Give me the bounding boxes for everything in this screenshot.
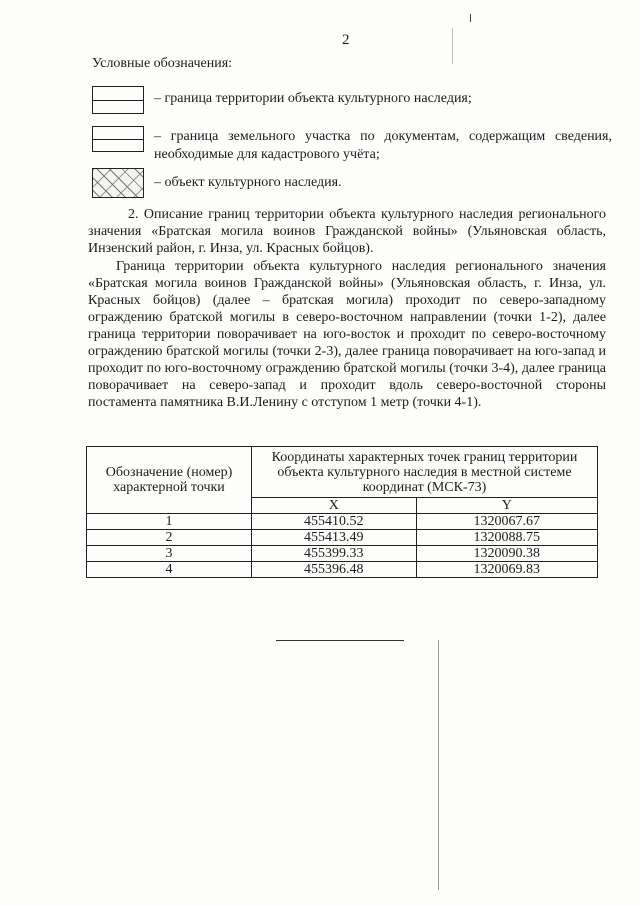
scan-mark xyxy=(470,14,471,22)
table-row xyxy=(87,514,598,530)
legend-title: Условные обозначения: xyxy=(92,56,233,71)
cell-y: 1320069.83 xyxy=(416,562,597,578)
cell-x: 455396.48 xyxy=(252,562,417,578)
cell-x: 455413.49 xyxy=(252,530,417,546)
cell-point: 4 xyxy=(87,562,252,578)
cell-point: 1 xyxy=(87,514,252,530)
scan-mark xyxy=(438,640,439,890)
scan-mark xyxy=(452,28,453,64)
cell-point: 2 xyxy=(87,530,252,546)
table-row xyxy=(87,546,598,562)
cell-point: 3 xyxy=(87,546,252,562)
legend-text: – граница земельного участка по документам, содержащим сведения, необходимые для кадастрового учёта; xyxy=(154,129,612,162)
heritage-object-hatch-symbol-icon xyxy=(92,168,144,198)
territory-boundary-symbol-icon xyxy=(92,86,144,114)
closing-line xyxy=(276,640,404,641)
legend-text: – объект культурного наследия. xyxy=(154,175,342,190)
table-row xyxy=(87,530,598,546)
boundary-description-paragraph: Граница территории объекта культурного наследия регионального значения «Братская могила воинов Гражданской войны» (Ульяновская область, г. Инза, ул. Красных бойцов) (далее – братская могила) проходит по северо-западному ограждению братской могилы в северо-восточном направлении (точки 1-2), далее граница территории поворачивает на юго-восток и проходит по северо-восточному ограждению братской могилы (точки 2-3), далее граница поворачивает на юго-запад и проходит по юго-восточному ограждению братской могилы (точки 3-4), далее граница поворачивает на северо-запад и проходит вдоль северо-восточной стороны постамента памятника В.И.Ленину с отступом 1 метр (точки 4-1). xyxy=(88,259,606,410)
header-x: X xyxy=(252,498,417,514)
cell-y: 1320090.38 xyxy=(416,546,597,562)
header-point: Обозначение (номер) характерной точки xyxy=(87,447,252,514)
coordinates-table xyxy=(86,446,598,578)
cell-y: 1320067.67 xyxy=(416,514,597,530)
page-number: 2 xyxy=(342,32,350,48)
table-row xyxy=(87,562,598,578)
legend-text: – граница территории объекта культурного наследия; xyxy=(154,91,472,106)
section-heading-paragraph: 2. Описание границ территории объекта культурного наследия регионального значения «Братская могила воинов Гражданской войны» (Ульяновская область, Инзенский район, г. Инза, ул. Красных бойцов). xyxy=(88,207,606,256)
cell-x: 455399.33 xyxy=(252,546,417,562)
cell-x: 455410.52 xyxy=(252,514,417,530)
land-plot-boundary-symbol-icon xyxy=(92,126,144,152)
header-y: Y xyxy=(416,498,597,514)
cell-y: 1320088.75 xyxy=(416,530,597,546)
header-coordinates: Координаты характерных точек границ территории объекта культурного наследия в местной системе координат (МСК-73) xyxy=(252,447,598,498)
